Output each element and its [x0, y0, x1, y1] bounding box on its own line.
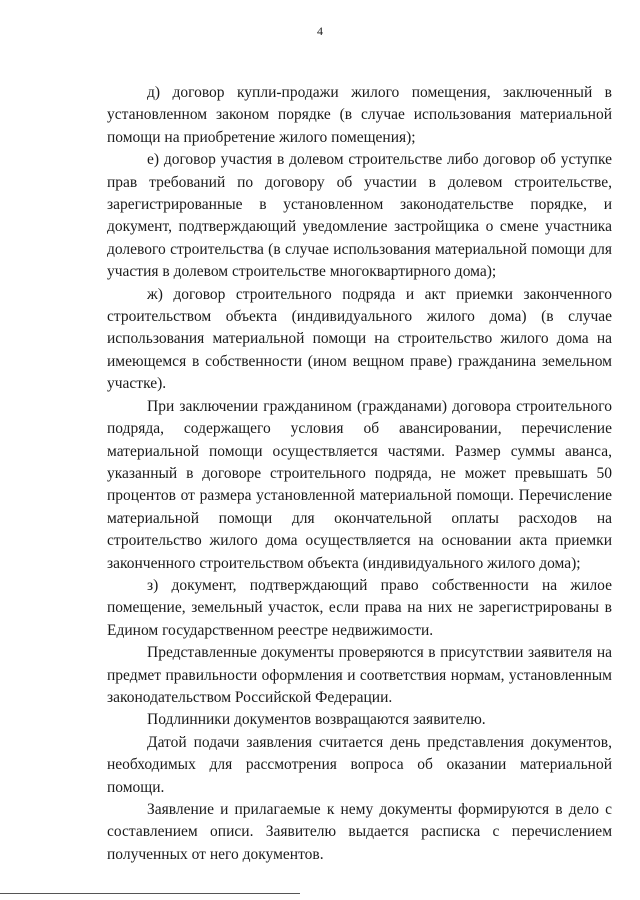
paragraph-item-d: д) договор купли-продажи жилого помещения, заключенный в установленном законом порядке (в случае использования материальной помощи на приобретение жилого помещения);	[107, 84, 612, 146]
page-number: 4	[317, 24, 323, 38]
paragraph-item-zh: ж) договор строительного подряда и акт приемки законченного строительством объекта (индивидуального жилого дома) (в случае использования материальной помощи на строительство жилого дома на имеющемся в собственности (ином вещном праве) гражданина земельном участке).	[107, 285, 612, 393]
paragraph-submission-date: Датой подачи заявления считается день представления документов, необходимых для рассмотрения вопроса об оказании материальной помощи.	[107, 733, 612, 796]
paragraph-item-z: з) документ, подтверждающий право собственности на жилое помещение, земельный участок, если права на них не зарегистрированы в Едином государственном реестре недвижимости.	[107, 576, 612, 639]
paragraph-advance-payment: При заключении гражданином (гражданами) договора строительного подряда, содержащего условия об авансировании, перечисление материальной помощи осуществляется частями. Размер суммы аванса, указанный в договоре строительного подряда, не может превышать 50 процентов от размера установленной материальной помощи. Перечисление материальной помощи для окончательной оплаты расходов на строительство жилого дома осуществляется на основании акта приемки законченного строительством объекта (индивидуального жилого дома);	[107, 397, 612, 572]
document-body	[107, 82, 612, 866]
paragraph-originals-returned: Подлинники документов возвращаются заявителю.	[147, 711, 486, 729]
footer-divider	[0, 893, 300, 894]
paragraph-case-file: Заявление и прилагаемые к нему документы формируются в дело с составлением описи. Заявителю выдается расписка с перечислением полученных от него документов.	[107, 801, 612, 863]
paragraph-item-e: е) договор участия в долевом строительстве либо договор об уступке прав требований по договору об участии в долевом строительстве, зарегистрированные в установленном законодательстве порядке, и документ, подтверждающий уведомление застройщика о смене участника долевого строительства (в случае использования материальной помощи для участия в долевом строительстве многоквартирного дома);	[107, 151, 612, 281]
paragraph-document-verification: Представленные документы проверяются в присутствии заявителя на предмет правильности оформления и соответствия нормам, установленным законодательством Российской Федерации.	[107, 644, 612, 706]
